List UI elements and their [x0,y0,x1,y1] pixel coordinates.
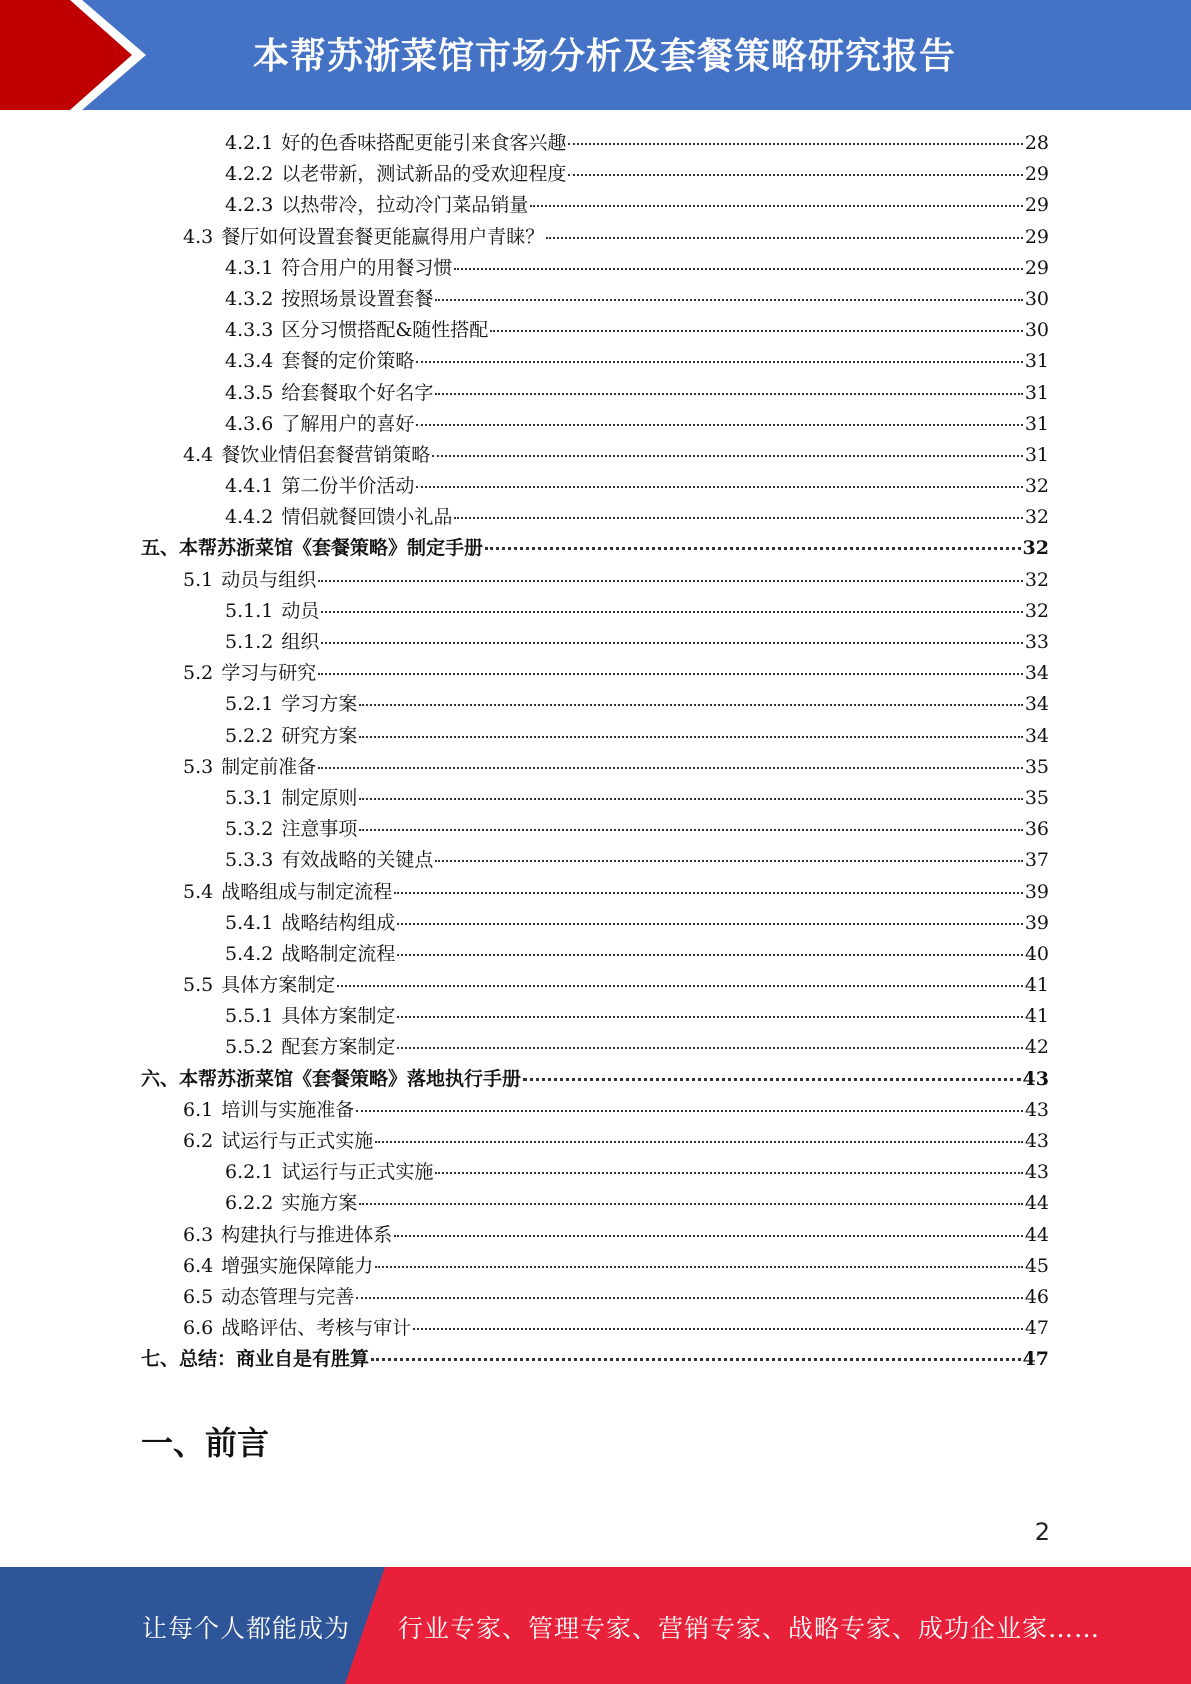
toc-dot-leader [394,892,1023,894]
toc-entry-title: 构建执行与推进体系 [221,1223,393,1246]
toc-dot-leader [397,954,1022,956]
toc-dot-leader [568,143,1022,145]
toc-entry-number: 6.2.2 [225,1192,274,1215]
toc-entry-number: 5.3.3 [225,849,274,872]
toc-entry[interactable] [141,1282,1049,1313]
toc-entry-number: 4.3.3 [225,319,274,342]
toc-entry-page: 36 [1024,818,1049,841]
toc-dot-leader [523,1078,1021,1081]
toc-entry-number: 5.5.1 [225,1005,274,1028]
toc-entry[interactable] [141,128,1049,159]
toc-entry-page: 31 [1024,350,1049,373]
toc-entry-page: 47 [1024,1317,1049,1340]
toc-entry-title: 战略制定流程 [281,942,396,965]
toc-entry[interactable] [141,1157,1049,1188]
toc-entry-number: 6.5 [183,1285,214,1308]
toc-entry-page: 30 [1024,319,1049,342]
footer-slogan-right: 行业专家、管理专家、营销专家、战略专家、成功企业家…… [398,1614,1101,1643]
toc-entry-title: 按照场景设置套餐 [281,287,434,310]
toc-dot-leader [321,611,1022,613]
toc-entry-number: 5.4 [183,880,214,903]
footer-slogan-left: 让每个人都能成为 [142,1614,351,1643]
toc-entry[interactable] [141,378,1049,409]
toc-entry[interactable] [141,845,1049,876]
toc-entry-number: 6.4 [183,1254,214,1277]
toc-entry-page: 35 [1024,786,1049,809]
toc-entry-number: 4.3 [183,225,214,248]
toc-entry[interactable] [141,190,1049,221]
toc-entry[interactable] [141,689,1049,720]
toc-entry-title: 增强实施保障能力 [221,1254,374,1277]
toc-entry-page: 45 [1024,1254,1049,1277]
toc-entry-title: 培训与实施准备 [221,1098,355,1121]
toc-entry-page: 28 [1024,132,1049,154]
toc-entry[interactable] [141,1126,1049,1157]
toc-entry[interactable] [141,409,1049,440]
toc-entry-title: 实施方案 [281,1192,358,1215]
toc-dot-leader [318,673,1023,675]
toc-entry-title: 学习与研究 [221,662,317,685]
toc-dot-leader [397,1016,1022,1018]
toc-entry-number: 5.1.2 [225,631,274,653]
toc-entry-number: 5.2 [183,662,214,685]
toc-entry-page: 34 [1024,693,1049,716]
toc-entry-page: 31 [1024,381,1049,404]
toc-dot-leader [371,1358,1021,1361]
toc-entry-title: 试运行与正式实施 [221,1130,374,1152]
toc-entry-page: 29 [1024,256,1049,279]
toc-entry[interactable] [141,1032,1049,1063]
toc-dot-leader [413,1328,1023,1330]
toc-dot-leader [568,174,1022,176]
toc-entry-title: 配套方案制定 [281,1036,396,1059]
toc-entry-page: 32 [1024,599,1049,622]
toc-entry-title: 组织 [281,631,320,653]
toc-dot-leader [375,1141,1023,1143]
toc-entry[interactable] [141,1001,1049,1032]
toc-entry[interactable] [141,1251,1049,1282]
toc-dot-leader [318,767,1023,769]
toc-entry-page: 32 [1022,537,1049,560]
toc-entry-number: 5.1 [183,568,214,591]
toc-entry-title: 战略组成与制定流程 [221,880,393,903]
toc-dot-leader [359,736,1022,738]
toc-dot-leader [359,704,1022,706]
toc-entry-number: 4.3.6 [225,412,274,435]
toc-entry-title: 战略评估、考核与审计 [221,1317,412,1340]
toc-entry[interactable] [141,1313,1049,1344]
toc-dot-leader [356,1297,1023,1299]
toc-entry[interactable] [141,877,1049,908]
toc-entry-number: 4.2.2 [225,163,274,186]
toc-dot-leader [490,330,1023,332]
toc-entry-page: 33 [1024,631,1049,653]
toc-entry-number: 4.2.1 [225,132,274,154]
toc-entry-number: 4.3.5 [225,381,274,404]
toc-entry[interactable] [141,346,1049,377]
toc-entry-title: 情侣就餐回馈小礼品 [281,506,453,529]
toc-entry[interactable] [141,315,1049,346]
page-header [0,0,1191,110]
toc-dot-leader [435,299,1022,301]
toc-entry-title: 套餐的定价策略 [281,350,415,373]
toc-entry-page: 44 [1024,1223,1049,1246]
toc-entry-number: 5.4.2 [225,942,274,965]
toc-entry-page: 31 [1024,412,1049,435]
toc-dot-leader [375,1266,1023,1268]
document-title: 本帮苏浙菜馆市场分析及套餐策略研究报告 [252,36,956,77]
toc-entry-title: 战略结构组成 [281,911,396,934]
toc-entry[interactable] [141,284,1049,315]
toc-entry-number: 6.6 [183,1317,214,1340]
toc-entry[interactable] [141,1344,1049,1375]
toc-entry-page: 34 [1024,662,1049,685]
toc-entry-title: 六、本帮苏浙菜馆《套餐策略》落地执行手册 [141,1067,522,1090]
toc-entry-number: 5.3.1 [225,786,274,809]
toc-entry-page: 32 [1024,506,1049,529]
toc-entry-number: 5.1.1 [225,599,274,622]
toc-entry-page: 42 [1024,1036,1049,1059]
toc-entry-title: 制定前准备 [221,755,317,778]
toc-entry-page: 30 [1024,287,1049,310]
toc-entry-number: 6.3 [183,1223,214,1246]
toc-entry-title: 好的色香味搭配更能引来食客兴趣 [281,132,567,154]
toc-dot-leader [546,237,1023,239]
toc-entry[interactable] [141,814,1049,845]
toc-entry-number: 5.5 [183,974,214,997]
section-heading: 一、前言 [141,1424,270,1462]
toc-entry[interactable] [141,222,1049,253]
toc-entry-page: 47 [1022,1348,1049,1371]
toc-entry-title: 有效战略的关键点 [281,849,434,872]
toc-entry-title: 第二份半价活动 [281,475,415,498]
toc-entry-page: 43 [1024,1161,1049,1184]
toc-dot-leader [435,1172,1022,1174]
toc-entry[interactable] [141,970,1049,1001]
toc-entry-title: 餐厅如何设置套餐更能赢得用户青睐？ [221,225,545,248]
toc-entry-number: 6.2 [183,1130,214,1152]
toc-entry-page: 32 [1024,475,1049,498]
toc-dot-leader [485,547,1021,550]
toc-dot-leader [435,860,1022,862]
toc-dot-leader [416,361,1022,363]
toc-entry-number: 4.4.1 [225,475,274,498]
toc-entry-number: 4.3.1 [225,256,274,279]
toc-dot-leader [454,517,1022,519]
toc-entry-page: 29 [1024,163,1049,186]
toc-entry[interactable] [141,939,1049,970]
toc-entry-title: 七、总结：商业自是有胜算 [141,1348,370,1371]
toc-dot-leader [530,205,1022,207]
toc-entry-number: 6.1 [183,1098,214,1121]
toc-entry[interactable] [141,502,1049,533]
toc-entry[interactable] [141,721,1049,752]
toc-entry-number: 4.3.4 [225,350,274,373]
toc-entry-page: 41 [1024,974,1049,997]
toc-entry-page: 29 [1024,194,1049,217]
toc-dot-leader [397,923,1022,925]
page-number: 2 [1034,1518,1050,1546]
toc-entry-number: 5.4.1 [225,911,274,934]
toc-entry-page: 39 [1024,880,1049,903]
toc-dot-leader [337,985,1023,987]
toc-entry-number: 5.2.1 [225,693,274,716]
toc-entry-number: 4.3.2 [225,287,274,310]
toc-entry[interactable] [141,440,1049,471]
toc-entry[interactable] [141,533,1049,564]
toc-entry-number: 5.5.2 [225,1036,274,1059]
toc-entry-number: 4.4 [183,443,214,466]
toc-entry-title: 了解用户的喜好 [281,412,415,435]
toc-entry[interactable] [141,752,1049,783]
toc-entry-title: 以老带新，测试新品的受欢迎程度 [281,163,567,186]
toc-dot-leader [416,486,1022,488]
toc-entry-page: 44 [1024,1192,1049,1215]
toc-entry-page: 29 [1024,225,1049,248]
toc-entry[interactable] [141,627,1049,658]
toc-entry-title: 动态管理与完善 [221,1285,355,1308]
toc-dot-leader [416,424,1022,426]
toc-entry[interactable] [141,1095,1049,1126]
toc-entry[interactable] [141,253,1049,284]
toc-entry-number: 5.3.2 [225,818,274,841]
page-footer [0,1567,1191,1684]
toc-entry-page: 34 [1024,724,1049,747]
toc-entry-page: 40 [1024,942,1049,965]
toc-entry-page: 43 [1024,1098,1049,1121]
toc-dot-leader [397,1047,1022,1049]
toc-entry[interactable] [141,908,1049,939]
toc-dot-leader [394,1235,1023,1237]
toc-entry-title: 学习方案 [281,693,358,716]
toc-entry[interactable] [141,1220,1049,1251]
toc-entry-title: 制定原则 [281,786,358,809]
toc-entry-page: 35 [1024,755,1049,778]
toc-entry[interactable] [141,1064,1049,1095]
toc-entry-title: 区分习惯搭配&随性搭配 [281,319,489,342]
toc-entry-number: 5.2.2 [225,724,274,747]
toc-entry-page: 46 [1024,1285,1049,1308]
toc-entry-title: 注意事项 [281,818,358,841]
toc-entry-title: 具体方案制定 [281,1005,396,1028]
toc-dot-leader [454,268,1022,270]
toc-entry[interactable] [141,596,1049,627]
toc-entry-page: 31 [1024,443,1049,466]
toc-entry[interactable] [141,565,1049,596]
toc-entry-page: 37 [1024,849,1049,872]
toc-entry-title: 五、本帮苏浙菜馆《套餐策略》制定手册 [141,537,484,560]
toc-dot-leader [359,829,1022,831]
toc-dot-leader [435,393,1022,395]
toc-dot-leader [359,798,1022,800]
toc-entry[interactable] [141,658,1049,689]
toc-dot-leader [318,580,1023,582]
toc-entry[interactable] [141,159,1049,190]
toc-entry-page: 43 [1024,1130,1049,1152]
toc-entry-title: 以热带冷，拉动冷门菜品销量 [281,194,529,217]
toc-dot-leader [356,1110,1023,1112]
toc-dot-leader [432,455,1023,457]
toc-entry[interactable] [141,1188,1049,1219]
toc-entry-title: 动员 [281,599,320,622]
toc-entry-page: 32 [1024,568,1049,591]
toc-entry-title: 动员与组织 [221,568,317,591]
toc-entry-title: 给套餐取个好名字 [281,381,434,404]
toc-entry-page: 43 [1022,1067,1049,1090]
toc-entry-number: 4.4.2 [225,506,274,529]
toc-entry-page: 41 [1024,1005,1049,1028]
toc-entry[interactable] [141,471,1049,502]
toc-entry[interactable] [141,783,1049,814]
toc-entry-number: 5.3 [183,755,214,778]
toc-entry-number: 4.2.3 [225,194,274,217]
toc-entry-page: 39 [1024,911,1049,934]
toc-entry-title: 符合用户的用餐习惯 [281,256,453,279]
table-of-contents [141,128,1049,1376]
toc-dot-leader [321,642,1022,644]
toc-entry-title: 研究方案 [281,724,358,747]
toc-dot-leader [359,1203,1022,1205]
toc-entry-title: 具体方案制定 [221,974,336,997]
toc-entry-number: 6.2.1 [225,1161,274,1184]
toc-entry-title: 餐饮业情侣套餐营销策略 [221,443,431,466]
toc-entry-title: 试运行与正式实施 [281,1161,434,1184]
